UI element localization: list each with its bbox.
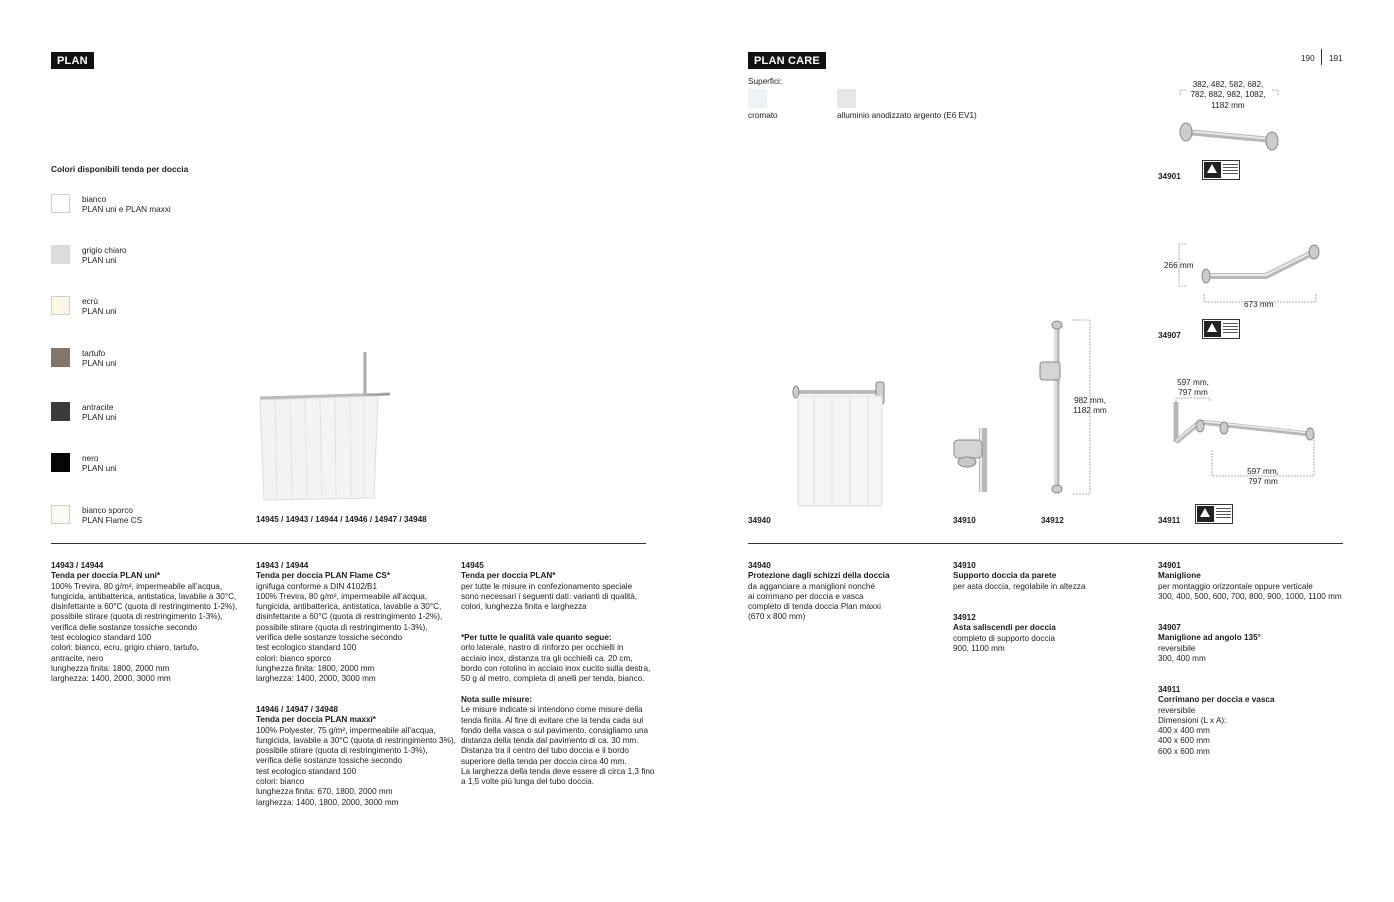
desc-line: fungicida, antibatterica, antistatica, lavabile a 30°C, [256,602,442,612]
desc-line: Distanza tra il centro del tubo doccia e il bordo [461,746,629,756]
desc-line: Le misure indicate si intendono come misure della [461,705,643,715]
color-swatch [51,194,70,213]
code-34907: 34907 [1158,331,1181,340]
desc-title: *Per tutte le qualità vale quanto segue: [461,633,612,642]
color-name: tartufo [82,349,106,358]
desc-line: disinfettante a 60°C (quota di restringimento 1-2%), [256,612,443,622]
desc-line: larghezza: 1400, 2000, 3000 mm [51,674,171,684]
color-name: bianco sporco [82,506,133,515]
page-number-right: 191 [1329,54,1343,63]
desc-line: possibile stirare (quota di restringimento 1-3%), [51,612,223,622]
color-availability: PLAN uni [82,413,117,423]
desc-line: larghezza: 1400, 1800, 2000, 3000 mm [256,797,399,807]
desc-line: fungicida, lavabile a 30°C (quota di restringimento 3%), [256,735,456,745]
color-name: antracite [82,403,114,412]
desc-line: colori: bianco sporco [256,653,332,663]
desc-line: 100% Polyester, 75 g/m², impermeabile all’acqua, [256,725,436,735]
color-swatch-label [82,506,142,527]
desc-34912 [953,613,1056,654]
desc-34907 [1158,623,1261,664]
colors-heading: Colori disponibili tenda per doccia [51,164,189,174]
dimension-34911-vertical: 597 mm, 797 mm [1177,378,1209,398]
color-swatch [51,348,70,367]
desc-line: 300, 400, 500, 600, 700, 800, 900, 1000, 1100 mm [1158,591,1342,601]
desc-code: 34901 [1158,561,1181,570]
desc-34901 [1158,561,1342,602]
desc-title: Corrimano per doccia e vasca [1158,695,1275,705]
color-swatch [51,296,70,315]
desc-line: distanza della tenda dal pavimento di ca. 30 mm. [461,736,639,746]
desc-col-2b [256,705,456,808]
color-swatch-label [82,454,117,475]
desc-34910 [953,561,1085,592]
desc-title: Tenda per doccia PLAN uni* [51,571,161,581]
angled-grab-bar-34907-image [1176,240,1326,310]
desc-line: colori: bianco [256,777,305,787]
color-name: nero [82,454,99,463]
desc-col-1 [51,561,237,685]
desc-line: orlo laterale, nastro di rinforzo per occhielli in [461,643,624,653]
color-name: grigio chiaro [82,246,127,255]
desc-title: Maniglione ad angolo 135° [1158,633,1261,643]
desc-line: ignifuga conforme a DIN 4102/B1 [256,581,378,591]
desc-title: Tenda per doccia PLAN Flame CS* [256,571,391,581]
desc-code: 14946 / 14947 / 34948 [256,705,338,714]
desc-line: reversibile [1158,705,1196,715]
right-divider [748,543,1343,544]
color-swatch [51,402,70,421]
desc-code: 34940 [748,561,771,570]
desc-code: 14943 / 14944 [256,561,309,570]
color-name: ecrù [82,297,98,306]
desc-line: 400 x 600 mm [1158,736,1210,746]
desc-line: larghezza: 1400, 2000, 3000 mm [256,674,376,684]
desc-title: Maniglione [1158,571,1201,581]
color-name: bianco [82,195,107,204]
desc-line: lunghezza finita: 670, 1800, 2000 mm [256,787,393,797]
surface-swatch-aluminium [837,89,856,108]
color-availability: PLAN uni [82,464,117,474]
color-swatch-label [82,297,117,318]
certification-badge [1195,504,1233,524]
certification-badge [1202,319,1240,339]
wall-support-34910-image [950,426,1000,496]
desc-line: 100% Trevira, 80 g/m², impermeabile all’acqua, [51,581,223,591]
shower-curtain-image [250,348,400,508]
desc-34911 [1158,685,1275,757]
desc-title: Asta saliscendi per doccia [953,623,1056,633]
desc-line: per montaggio orizzontale oppure verticale [1158,581,1313,591]
desc-line: 400 x 400 mm [1158,726,1210,736]
code-34901: 34901 [1158,172,1181,181]
desc-line: superiore della tenda per doccia circa 40 mm. [461,756,627,766]
dimension-34901: 382, 482, 582, 682, 782, 882, 982, 1082, 1182 mm [1190,80,1266,110]
curtain-caption: 14945 / 14943 / 14944 / 14946 / 14947 / 34948 [256,515,427,524]
desc-line: verifica delle sostanze tossiche secondo [256,633,403,643]
desc-line: Dimensioni (L x A): [1158,715,1227,725]
color-swatch [51,245,70,264]
desc-title: Protezione dagli schizzi della doccia [748,571,890,581]
desc-line: da agganciare a maniglioni nonché [748,581,875,591]
desc-line: verifica delle sostanze tossiche secondo [256,756,403,766]
dimension-34907-width: 673 mm [1244,300,1274,309]
dimension-34911-horizontal: 597 mm, 797 mm [1247,467,1279,487]
desc-title: Supporto doccia da parete [953,571,1057,581]
desc-line: test ecologico standard 100 [51,633,152,643]
surface-label-chrome: cromato [748,111,778,120]
surface-swatch-chrome [748,89,767,108]
splash-guard-34940-image [790,378,890,510]
desc-line: possibile stirare (quota di restringimento 1-3%), [256,622,428,632]
desc-line: 900, 1100 mm [953,643,1005,653]
desc-line: completo di supporto doccia [953,633,1055,643]
surface-label-aluminium: alluminio anodizzato argento (E6 EV1) [837,111,977,120]
desc-line: per asta doccia, regolabile in altezza [953,581,1086,591]
desc-line: possibile stirare (quota di restringimento 1-3%), [256,746,428,756]
desc-34940 [748,561,890,623]
desc-code: 14943 / 14944 [51,561,104,570]
color-swatch-label [82,349,117,370]
desc-line: a 1,5 volte più lunga del tubo doccia. [461,777,594,787]
color-availability: PLAN uni [82,256,117,266]
color-swatch [51,505,70,524]
certification-badge [1202,160,1240,180]
desc-line: acciaio inox, distanza tra gli occhielli ca. 20 cm, [461,653,633,663]
color-swatch-label [82,246,127,267]
desc-line: fondo della vasca o sul pavimento, consigliamo una [461,725,649,735]
desc-line: test ecologico standard 100 [256,643,357,653]
desc-line: test ecologico standard 100 [256,766,357,776]
code-34911: 34911 [1158,516,1181,525]
desc-line: 100% Trevira, 80 g/m², impermeabile all’acqua, [256,591,428,601]
desc-line: lunghezza finita: 1800, 2000 mm [51,663,170,673]
desc-line: bordo con rotolino in acciaio inox cucito sulla destra, [461,663,651,673]
desc-code: 34907 [1158,623,1181,632]
desc-line: verifica delle sostanze tossiche secondo [51,622,198,632]
desc-code: 34911 [1158,685,1181,694]
left-divider [51,543,646,544]
desc-line: reversibile [1158,643,1196,653]
desc-line: sono necessari i seguenti dati: varianti di qualità, [461,591,638,601]
desc-col-3b [461,633,650,684]
desc-line: ai corrimano per doccia e vasca [748,591,864,601]
grab-bar-34901-image [1176,88,1286,158]
desc-title: Tenda per doccia PLAN maxxi* [256,715,376,725]
desc-line: antracite, nero [51,653,104,663]
desc-line: 600 x 600 mm [1158,746,1210,756]
desc-line: La larghezza della tenda deve essere di circa 1,3 fino [461,767,655,777]
color-swatch-label [82,403,117,424]
dimension-34912: 982 mm, 1182 mm [1073,396,1107,416]
desc-line: completo di tenda doccia Plan maxxi [748,602,881,612]
handrail-34911-image [1170,396,1320,480]
page-number-divider [1321,49,1322,65]
surfaces-label: Superfici: [748,77,783,86]
desc-code: 34912 [953,613,976,622]
desc-col-3c [461,695,654,788]
desc-line: colori, lunghezza finita e larghezza [461,602,587,612]
desc-line: fungicida, antibatterica, antistatica, lavabile a 30°C, [51,591,237,601]
desc-line: tenda finita. Al fine di evitare che la tenda cada sul [461,715,644,725]
color-swatch [51,453,70,472]
page-number-left: 190 [1301,54,1315,63]
desc-line: 300, 400 mm [1158,653,1206,663]
desc-col-3a [461,561,637,612]
section-tag-plan: PLAN [51,52,94,69]
desc-line: per tutte le misure in confezionamento speciale [461,581,633,591]
desc-line: lunghezza finita: 1800, 2000 mm [256,663,375,673]
desc-col-2a [256,561,442,685]
desc-line: colori: bianco, ecru, grigio chiaro, tartufo, [51,643,199,653]
color-availability: PLAN Flame CS [82,516,143,526]
color-availability: PLAN uni [82,307,117,317]
desc-line: disinfettante a 60°C (quota di restringimento 1-2%), [51,602,238,612]
dimension-34907-height: 266 mm [1164,261,1194,270]
color-availability: PLAN uni [82,359,117,369]
section-tag-plan-care: PLAN CARE [748,52,826,69]
desc-code: 14945 [461,561,484,570]
desc-title: Nota sulle misure: [461,695,532,704]
color-swatch-label [82,195,171,216]
code-34910: 34910 [953,516,976,525]
desc-code: 34910 [953,561,976,570]
desc-line: (670 x 800 mm) [748,612,806,622]
desc-line: 50 g al metro, completa di anelli per tenda, bianco. [461,674,645,684]
code-34940: 34940 [748,516,771,525]
code-34912: 34912 [1041,516,1064,525]
color-availability: PLAN uni e PLAN maxxi [82,205,171,215]
desc-title: Tenda per doccia PLAN* [461,571,556,581]
